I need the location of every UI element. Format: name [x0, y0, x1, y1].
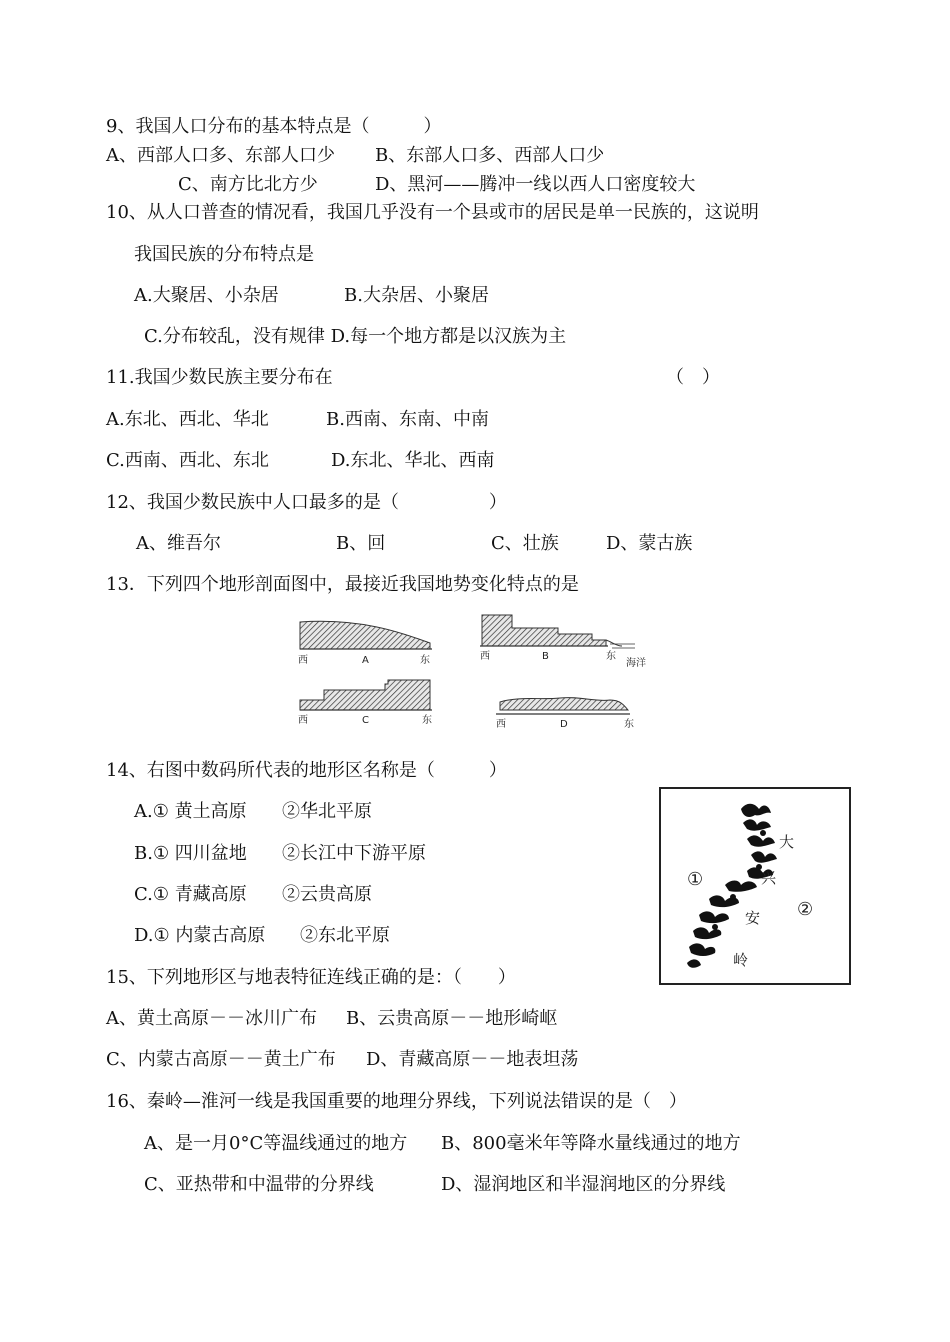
q14-option-d-1[interactable]: D.① 内蒙古高原: [134, 925, 266, 946]
profile-a-east-label: 东: [420, 655, 430, 666]
q12-option-b[interactable]: B、回: [336, 533, 386, 554]
q9-option-c[interactable]: C、南方比北方少: [178, 174, 318, 195]
q9-option-b[interactable]: B、东部人口多、西部人口少: [375, 145, 605, 166]
profile-c[interactable]: [300, 680, 432, 710]
profile-b-west-label: 西: [480, 651, 490, 662]
q11-option-a[interactable]: A.东北、西北、华北: [106, 409, 269, 430]
q14-option-a-1[interactable]: A.① 黄土高原: [134, 801, 247, 822]
profile-d[interactable]: [496, 698, 630, 714]
q14-option-d-2[interactable]: ②东北平原: [300, 925, 390, 946]
q12-option-a[interactable]: A、维吾尔: [136, 533, 221, 554]
q14-option-a-2[interactable]: ②华北平原: [282, 801, 372, 822]
q15-option-a[interactable]: A、黄土高原－－冰川广布: [106, 1008, 317, 1029]
profile-d-west-label: 西: [496, 719, 506, 730]
profile-a-letter: A: [362, 655, 369, 666]
q15-option-d[interactable]: D、青藏高原－－地表坦荡: [366, 1049, 579, 1070]
map-label-ling: 岭: [733, 951, 749, 969]
q10-stem-line1: 10、从人口普查的情况看，我国几乎没有一个县或市的居民是单一民族的，这说明: [106, 202, 759, 223]
map-label-da: 大: [779, 833, 795, 851]
map-label-an: 安: [745, 909, 761, 927]
profile-a-west-label: 西: [298, 655, 308, 666]
q15-option-c[interactable]: C、内蒙古高原－－黄土广布: [106, 1049, 336, 1070]
profile-b[interactable]: [480, 615, 635, 648]
q15-option-b[interactable]: B、云贵高原－－地形崎岖: [346, 1008, 558, 1029]
q14-option-b-1[interactable]: B.① 四川盆地: [134, 843, 247, 864]
q14-stem: 14、右图中数码所代表的地形区名称是（ ）: [106, 760, 507, 781]
profile-d-east-label: 东: [624, 719, 634, 730]
q11-option-c[interactable]: C.西南、西北、东北: [106, 450, 269, 471]
q10-option-a[interactable]: A.大聚居、小杂居: [134, 285, 279, 306]
map-marker-1: ①: [687, 869, 704, 890]
q11-stem: 11.我国少数民族主要分布在: [106, 367, 333, 388]
greater-khingan-map: [659, 787, 851, 985]
q10-option-cd[interactable]: C.分布较乱，没有规律 D.每一个地方都是以汉族为主: [144, 326, 567, 347]
profile-a[interactable]: [300, 621, 432, 649]
profile-c-letter: C: [362, 715, 369, 726]
q14-option-c-1[interactable]: C.① 青藏高原: [134, 884, 247, 905]
profile-b-letter: B: [542, 651, 549, 662]
q16-stem: 16、秦岭—淮河一线是我国重要的地理分界线，下列说法错误的是（ ）: [106, 1091, 687, 1112]
q12-option-d[interactable]: D、蒙古族: [606, 533, 693, 554]
q15-stem: 15、下列地形区与地表特征连线正确的是：（ ）: [106, 967, 516, 988]
q10-stem-line2: 我国民族的分布特点是: [134, 244, 314, 265]
q9-option-a[interactable]: A、西部人口多、东部人口少: [106, 145, 335, 166]
q16-option-b[interactable]: B、800毫米年等降水量线通过的地方: [441, 1133, 741, 1154]
profile-d-letter: D: [560, 719, 568, 730]
q11-option-b[interactable]: B.西南、东南、中南: [326, 409, 489, 430]
q16-option-c[interactable]: C、亚热带和中温带的分界线: [144, 1174, 374, 1195]
q16-option-d[interactable]: D、湿润地区和半湿润地区的分界线: [441, 1174, 726, 1195]
q11-option-d[interactable]: D.东北、华北、西南: [331, 450, 495, 471]
profile-b-ocean-label: 海洋: [626, 658, 646, 669]
q16-option-a[interactable]: A、是一月0°C等温线通过的地方: [144, 1133, 408, 1154]
q10-option-b[interactable]: B.大杂居、小聚居: [344, 285, 489, 306]
q14-option-b-2[interactable]: ②长江中下游平原: [282, 843, 426, 864]
q14-option-c-2[interactable]: ②云贵高原: [282, 884, 372, 905]
q11-answer-paren: （ ）: [666, 367, 720, 388]
q9-option-d[interactable]: D、黑河——腾冲一线以西人口密度较大: [375, 174, 696, 195]
q9-stem: 9、我国人口分布的基本特点是（ ）: [106, 116, 442, 137]
terrain-profile-figure: [290, 610, 670, 735]
profile-c-west-label: 西: [298, 715, 308, 726]
q12-option-c[interactable]: C、壮族: [491, 533, 559, 554]
map-label-xing: 兴: [761, 869, 777, 887]
map-marker-2: ②: [797, 899, 814, 920]
profile-c-east-label: 东: [422, 715, 432, 726]
profile-b-east-label: 东: [606, 651, 616, 662]
q13-stem: 13．下列四个地形剖面图中，最接近我国地势变化特点的是: [106, 574, 579, 595]
q12-stem: 12、我国少数民族中人口最多的是（ ）: [106, 492, 507, 513]
